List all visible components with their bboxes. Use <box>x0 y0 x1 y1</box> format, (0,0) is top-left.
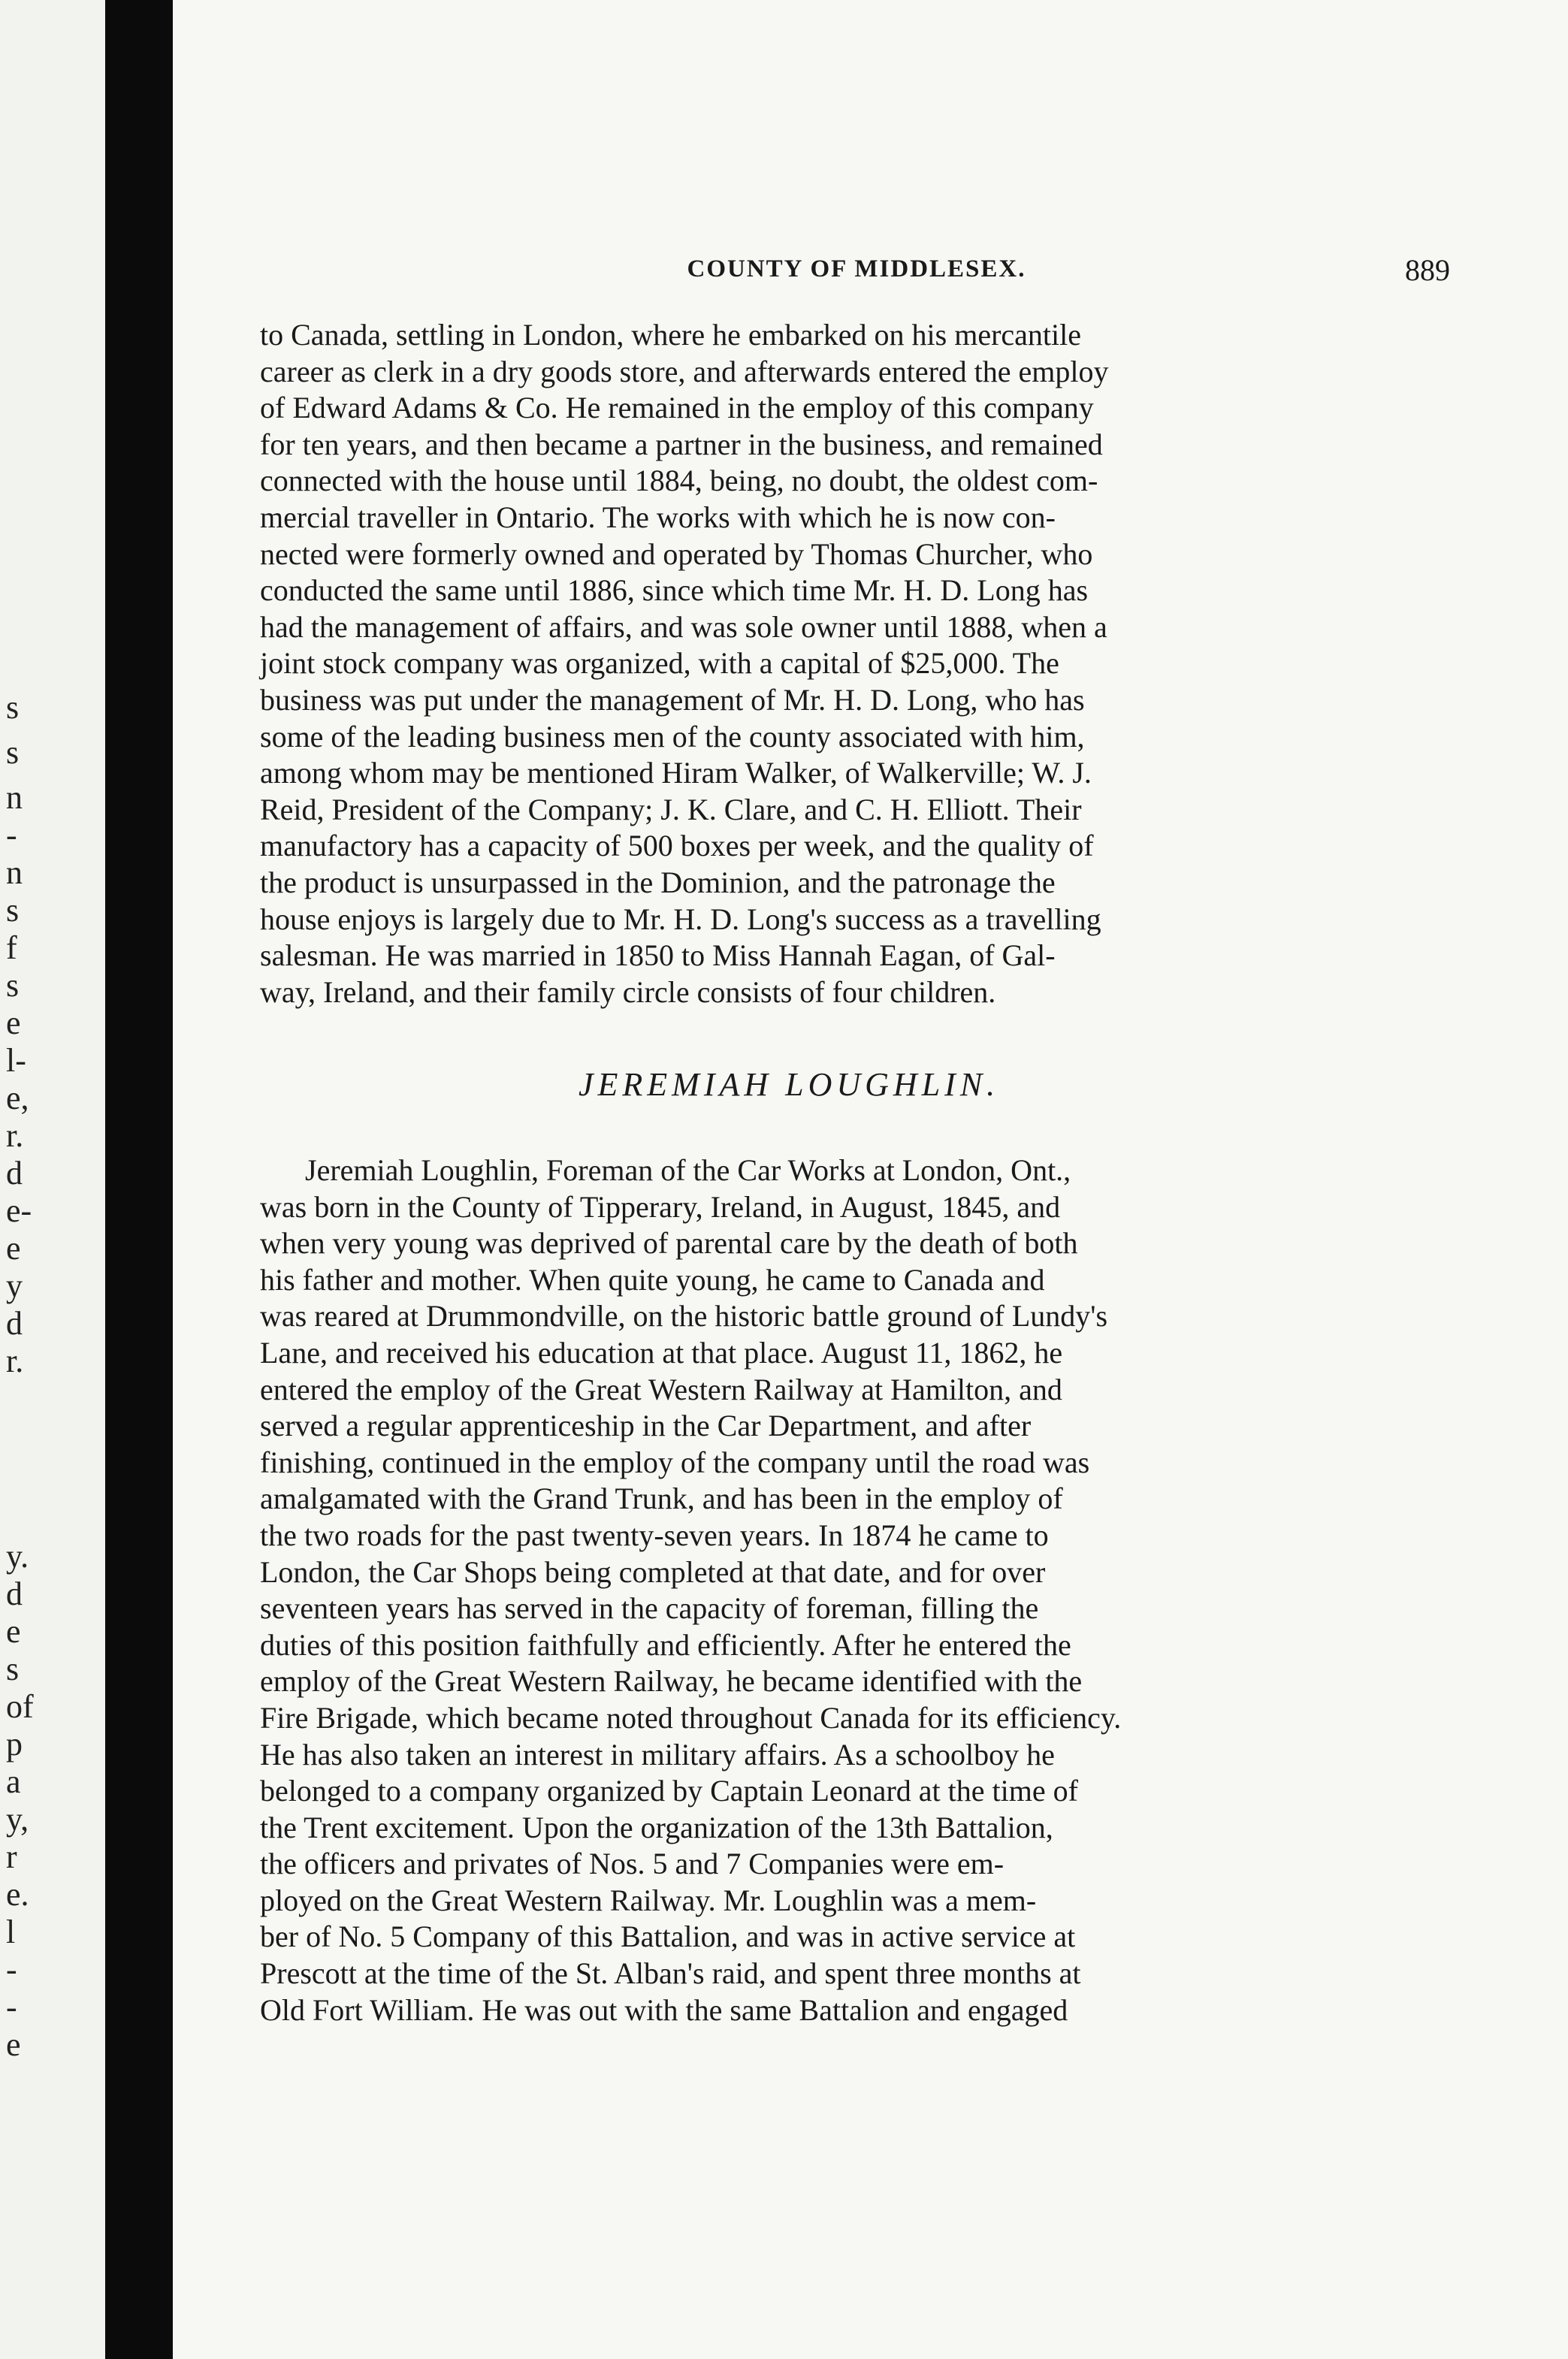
text-line: way, Ireland, and their family circle consists of four children. <box>260 974 996 1009</box>
text-line: entered the employ of the Great Western Railway at Hamilton, and <box>260 1372 1062 1406</box>
text-line: house enjoys is largely due to Mr. H. D. Long's success as a travelling <box>260 902 1101 936</box>
text-line: the two roads for the past twenty-seven years. In 1874 he came to <box>260 1518 1049 1552</box>
text-line: was born in the County of Tipperary, Ireland, in August, 1845, and <box>260 1189 1061 1224</box>
text-line: salesman. He was married in 1850 to Miss Hannah Eagan, of Gal- <box>260 938 1056 973</box>
text-line: of Edward Adams & Co. He remained in the employ of this company <box>260 391 1094 425</box>
text-line: for ten years, and then became a partner in the business, and remained <box>260 427 1103 461</box>
biography-paragraph <box>260 1152 1450 2028</box>
text-line: career as clerk in a dry goods store, and afterwards entered the employ <box>260 354 1109 388</box>
margin-fragment: e- <box>6 1192 32 1229</box>
margin-fragment: of <box>6 1688 34 1725</box>
text-line: employ of the Great Western Railway, he became identified with the <box>260 1664 1083 1699</box>
margin-fragment: r <box>6 1838 17 1875</box>
text-line: He has also taken an interest in military affairs. As a schoolboy he <box>260 1737 1055 1772</box>
text-line: the product is unsurpassed in the Dominion, and the patronage the <box>260 865 1056 899</box>
margin-fragment: n <box>6 854 23 891</box>
text-line: to Canada, settling in London, where he embarked on his mercantile <box>260 318 1082 352</box>
margin-fragment: d <box>6 1155 23 1192</box>
margin-fragment: y. <box>6 1538 29 1575</box>
text-line: ber of No. 5 Company of this Battalion, and was in active service at <box>260 1920 1076 1954</box>
text-line: duties of this position faithfully and efficiently. After he entered the <box>260 1627 1071 1662</box>
text-line: conducted the same until 1886, since which time Mr. H. D. Long has <box>260 573 1089 608</box>
margin-fragment: a <box>6 1763 21 1800</box>
text-line: joint stock company was organized, with a capital of $25,000. The <box>260 646 1059 681</box>
margin-fragment: s <box>6 892 20 929</box>
margin-fragment: e <box>6 1613 21 1650</box>
facing-page-margin <box>0 0 105 2359</box>
text-line: amalgamated with the Grand Trunk, and has been in the employ of <box>260 1482 1063 1516</box>
running-title: COUNTY OF MIDDLESEX. <box>687 255 1026 282</box>
text-line: London, the Car Shops being completed at that date, and for over <box>260 1554 1046 1589</box>
margin-fragment: l- <box>6 1042 26 1079</box>
text-line: finishing, continued in the employ of the company until the road was <box>260 1445 1090 1479</box>
margin-fragment: y <box>6 1267 23 1304</box>
text-line: the officers and privates of Nos. 5 and 7 Companies were em- <box>260 1847 1005 1881</box>
margin-fragment: - <box>6 1951 17 1988</box>
text-line: Prescott at the time of the St. Alban's raid, and spent three months at <box>260 1956 1081 1991</box>
margin-fragment: s <box>6 734 20 771</box>
continuation-paragraph <box>260 317 1450 1010</box>
margin-fragment: e <box>6 1004 21 1041</box>
margin-fragment: - <box>6 817 17 853</box>
text-line: ployed on the Great Western Railway. Mr. Loughlin was a mem- <box>260 1883 1037 1917</box>
text-line: seventeen years has served in the capacity of foreman, filling the <box>260 1591 1039 1626</box>
text-line: when very young was deprived of parental care by the death of both <box>260 1226 1078 1261</box>
text-line: nected were formerly owned and operated by Thomas Churcher, who <box>260 536 1093 571</box>
margin-fragment: s <box>6 1651 20 1687</box>
text-line: some of the leading business men of the county associated with him, <box>260 719 1085 754</box>
margin-fragment: r. <box>6 1343 24 1379</box>
margin-fragment: s <box>6 967 20 1004</box>
margin-fragment: f <box>6 929 17 966</box>
text-line: Jeremiah Loughlin, Foreman of the Car Works at London, Ont., <box>305 1153 1071 1187</box>
margin-fragment: n <box>6 779 23 816</box>
margin-fragment: e <box>6 2026 21 2063</box>
margin-fragment: - <box>6 1989 17 2025</box>
text-line: manufactory has a capacity of 500 boxes per week, and the quality of <box>260 829 1094 863</box>
margin-fragment: e, <box>6 1080 29 1116</box>
text-line: served a regular apprenticeship in the Car Department, and after <box>260 1409 1032 1443</box>
margin-fragment: d <box>6 1305 23 1342</box>
text-line: Lane, and received his education at that place. August 11, 1862, he <box>260 1335 1063 1370</box>
text-line: his father and mother. When quite young, he came to Canada and <box>260 1262 1045 1297</box>
text-line: the Trent excitement. Upon the organization of the 13th Battalion, <box>260 1810 1053 1844</box>
running-header <box>263 255 1450 301</box>
margin-fragment: s <box>6 689 20 726</box>
page-number: 889 <box>1405 253 1450 287</box>
text-line: business was put under the management of Mr. H. D. Long, who has <box>260 682 1085 717</box>
margin-fragment: l <box>6 1913 16 1950</box>
text-line: had the management of affairs, and was sole owner until 1888, when a <box>260 609 1107 644</box>
book-gutter <box>105 0 173 2359</box>
text-line: Fire Brigade, which became noted throughout Canada for its efficiency. <box>260 1700 1122 1735</box>
section-heading: JEREMIAH LOUGHLIN. <box>579 1066 1000 1103</box>
text-line: was reared at Drummondville, on the historic battle ground of Lundy's <box>260 1299 1108 1334</box>
text-line: Old Fort William. He was out with the same Battalion and engaged <box>260 1992 1068 2027</box>
margin-fragment: d <box>6 1575 23 1612</box>
text-line: among whom may be mentioned Hiram Walker, of Walkerville; W. J. <box>260 756 1092 790</box>
book-page <box>173 0 1568 2359</box>
margin-fragment: p <box>6 1726 23 1762</box>
text-line: mercial traveller in Ontario. The works with which he is now con- <box>260 500 1056 534</box>
text-line: Reid, President of the Company; J. K. Clare, and C. H. Elliott. Their <box>260 792 1082 826</box>
margin-fragment: y, <box>6 1801 29 1838</box>
margin-fragment: e <box>6 1230 21 1267</box>
margin-fragment: r. <box>6 1117 24 1154</box>
text-line: belonged to a company organized by Captain Leonard at the time of <box>260 1774 1078 1808</box>
margin-fragment: e. <box>6 1876 29 1913</box>
text-line: connected with the house until 1884, being, no doubt, the oldest com- <box>260 464 1098 498</box>
